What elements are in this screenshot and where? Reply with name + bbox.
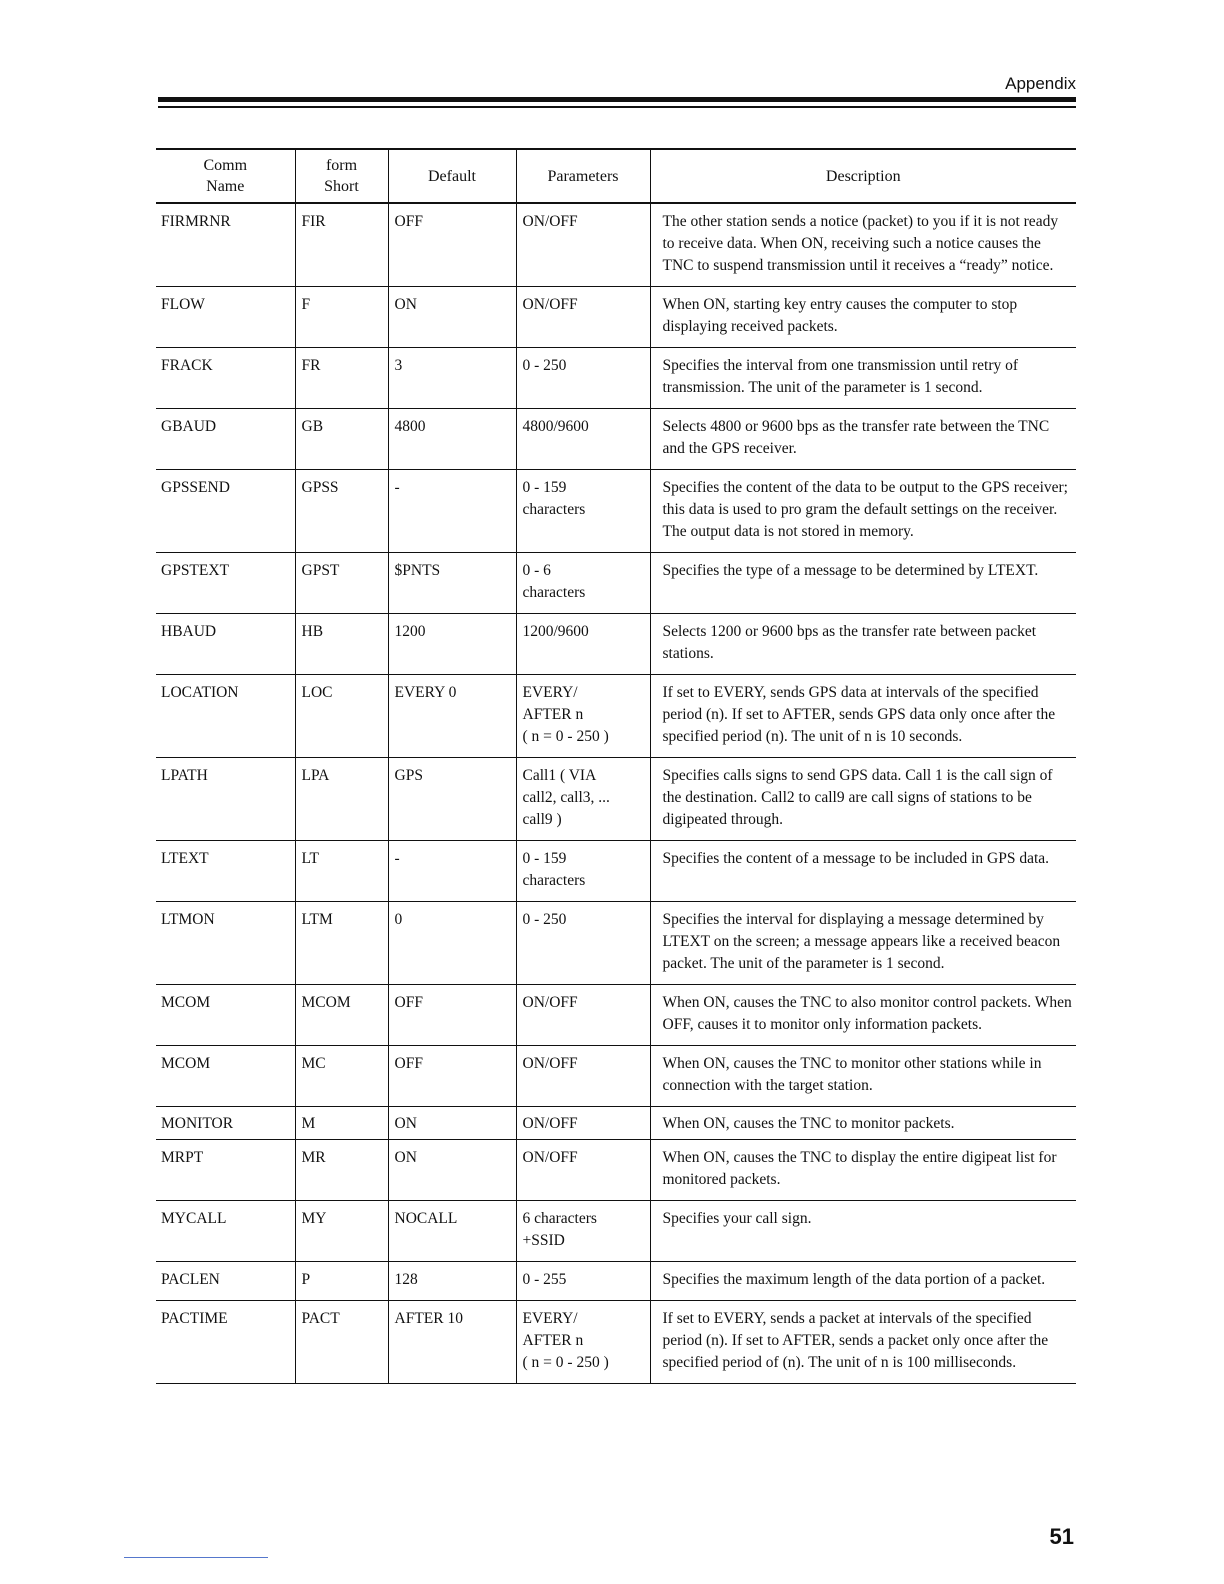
cell-short-form: LPA [295, 758, 388, 841]
cell-default: 4800 [388, 409, 516, 470]
cell-default: 1200 [388, 614, 516, 675]
cell-command-name: MYCALL [156, 1201, 295, 1262]
cell-parameters: 0 - 6 characters [516, 553, 650, 614]
page-number: 51 [1049, 1524, 1074, 1549]
table-row [156, 470, 1076, 553]
cell-description: When ON, causes the TNC to also monitor control packets. When OFF, causes it to monitor only information packets. [650, 985, 1076, 1046]
cell-default: ON [388, 287, 516, 348]
cell-command-name: GPSTEXT [156, 553, 295, 614]
table-row [156, 614, 1076, 675]
cell-command-name: FLOW [156, 287, 295, 348]
cell-default: ON [388, 1140, 516, 1201]
cell-parameters: EVERY/ AFTER n ( n = 0 - 250 ) [516, 1301, 650, 1384]
cell-description: Selects 1200 or 9600 bps as the transfer rate between packet stations. [650, 614, 1076, 675]
table-body [156, 203, 1076, 1384]
cell-description: Selects 4800 or 9600 bps as the transfer rate between the TNC and the GPS receiver. [650, 409, 1076, 470]
cell-command-name: LTEXT [156, 841, 295, 902]
cell-short-form: HB [295, 614, 388, 675]
table-row [156, 1301, 1076, 1384]
cell-parameters: ON/OFF [516, 1107, 650, 1140]
cell-parameters: 0 - 255 [516, 1262, 650, 1301]
cell-description: Specifies your call sign. [650, 1201, 1076, 1262]
table-row [156, 841, 1076, 902]
cell-description: Specifies the interval for displaying a message determined by LTEXT on the screen; a message appears like a received beacon packet. The unit of the parameter is 1 second. [650, 902, 1076, 985]
cell-description: If set to EVERY, sends a packet at intervals of the specified period (n). If set to AFTER, sends a packet only once after the specified period of (n). The unit of n is 100 milliseconds. [650, 1301, 1076, 1384]
table-row [156, 1107, 1076, 1140]
cell-command-name: MRPT [156, 1140, 295, 1201]
cell-parameters: ON/OFF [516, 1046, 650, 1107]
cell-description: Specifies calls signs to send GPS data. Call 1 is the call sign of the destination. Call2 to call9 are call signs of stations to be digipeated through. [650, 758, 1076, 841]
column-header-command-name: Comm Name [156, 149, 295, 203]
table-row [156, 348, 1076, 409]
cell-short-form: MCOM [295, 985, 388, 1046]
cell-command-name: LTMON [156, 902, 295, 985]
cell-parameters: 6 characters +SSID [516, 1201, 650, 1262]
cell-description: Specifies the content of a message to be included in GPS data. [650, 841, 1076, 902]
cell-default: 128 [388, 1262, 516, 1301]
table-row [156, 985, 1076, 1046]
cell-short-form: MR [295, 1140, 388, 1201]
cell-command-name: PACTIME [156, 1301, 295, 1384]
cell-parameters: ON/OFF [516, 203, 650, 287]
cell-short-form: GPST [295, 553, 388, 614]
cell-command-name: FIRMRNR [156, 203, 295, 287]
cell-command-name: MCOM [156, 985, 295, 1046]
header-rule-thick [158, 97, 1076, 102]
cell-default: NOCALL [388, 1201, 516, 1262]
cell-parameters: ON/OFF [516, 1140, 650, 1201]
table-row [156, 409, 1076, 470]
cell-command-name: LOCATION [156, 675, 295, 758]
table-row [156, 1262, 1076, 1301]
header-rule-thin [158, 106, 1076, 108]
column-header-default: Default [388, 149, 516, 203]
cell-description: When ON, causes the TNC to monitor other stations while in connection with the target station. [650, 1046, 1076, 1107]
cell-short-form: LTM [295, 902, 388, 985]
cell-description: Specifies the type of a message to be determined by LTEXT. [650, 553, 1076, 614]
cell-command-name: LPATH [156, 758, 295, 841]
cell-short-form: P [295, 1262, 388, 1301]
cell-parameters: EVERY/ AFTER n ( n = 0 - 250 ) [516, 675, 650, 758]
table-row [156, 758, 1076, 841]
cell-command-name: GBAUD [156, 409, 295, 470]
cell-description: The other station sends a notice (packet) to you if it is not ready to receive data. When ON, receiving such a notice causes the TNC to suspend transmission until it receives a “ready” notice. [650, 203, 1076, 287]
cell-short-form: LT [295, 841, 388, 902]
cell-short-form: MY [295, 1201, 388, 1262]
cell-command-name: PACLEN [156, 1262, 295, 1301]
cell-short-form: FIR [295, 203, 388, 287]
cell-command-name: MCOM [156, 1046, 295, 1107]
cell-command-name: HBAUD [156, 614, 295, 675]
cell-description: When ON, starting key entry causes the computer to stop displaying received packets. [650, 287, 1076, 348]
cell-parameters: 0 - 159 characters [516, 470, 650, 553]
cell-parameters: 0 - 159 characters [516, 841, 650, 902]
cell-default: - [388, 470, 516, 553]
cell-default: - [388, 841, 516, 902]
cell-command-name: MONITOR [156, 1107, 295, 1140]
cell-description: When ON, causes the TNC to display the entire digipeat list for monitored packets. [650, 1140, 1076, 1201]
cell-default: OFF [388, 203, 516, 287]
cell-default: 0 [388, 902, 516, 985]
cell-default: AFTER 10 [388, 1301, 516, 1384]
table-row [156, 902, 1076, 985]
cell-short-form: GB [295, 409, 388, 470]
table-row [156, 553, 1076, 614]
cell-command-name: FRACK [156, 348, 295, 409]
cell-default: OFF [388, 1046, 516, 1107]
cell-default: $PNTS [388, 553, 516, 614]
cell-short-form: FR [295, 348, 388, 409]
cell-default: 3 [388, 348, 516, 409]
cell-description: If set to EVERY, sends GPS data at intervals of the specified period (n). If set to AFTER, sends GPS data only once after the specified period (n). The unit of n is 10 seconds. [650, 675, 1076, 758]
cell-parameters: Call1 ( VIA call2, call3, ... call9 ) [516, 758, 650, 841]
cell-command-name: GPSSEND [156, 470, 295, 553]
cell-short-form: LOC [295, 675, 388, 758]
page-header-title: Appendix [1005, 74, 1076, 93]
footer-mark [124, 1557, 268, 1558]
table-row [156, 287, 1076, 348]
cell-parameters: 0 - 250 [516, 348, 650, 409]
cell-parameters: 1200/9600 [516, 614, 650, 675]
cell-short-form: M [295, 1107, 388, 1140]
column-header-description: Description [650, 149, 1076, 203]
cell-default: OFF [388, 985, 516, 1046]
cell-short-form: PACT [295, 1301, 388, 1384]
column-header-short-form: form Short [295, 149, 388, 203]
table-row [156, 1046, 1076, 1107]
table-row [156, 203, 1076, 287]
cell-default: GPS [388, 758, 516, 841]
cell-description: When ON, causes the TNC to monitor packets. [650, 1107, 1076, 1140]
cell-description: Specifies the content of the data to be output to the GPS receiver; this data is used to pro gram the default settings on the receiver. The output data is not stored in memory. [650, 470, 1076, 553]
cell-short-form: MC [295, 1046, 388, 1107]
cell-short-form: F [295, 287, 388, 348]
cell-short-form: GPSS [295, 470, 388, 553]
cell-default: ON [388, 1107, 516, 1140]
table-row [156, 1201, 1076, 1262]
table-row [156, 1140, 1076, 1201]
cell-parameters: 0 - 250 [516, 902, 650, 985]
cell-parameters: 4800/9600 [516, 409, 650, 470]
cell-description: Specifies the interval from one transmission until retry of transmission. The unit of the parameter is 1 second. [650, 348, 1076, 409]
table-row [156, 675, 1076, 758]
command-table [156, 148, 1076, 1384]
column-header-parameters: Parameters [516, 149, 650, 203]
cell-parameters: ON/OFF [516, 287, 650, 348]
cell-parameters: ON/OFF [516, 985, 650, 1046]
cell-default: EVERY 0 [388, 675, 516, 758]
cell-description: Specifies the maximum length of the data portion of a packet. [650, 1262, 1076, 1301]
table-header-row [156, 149, 1076, 203]
